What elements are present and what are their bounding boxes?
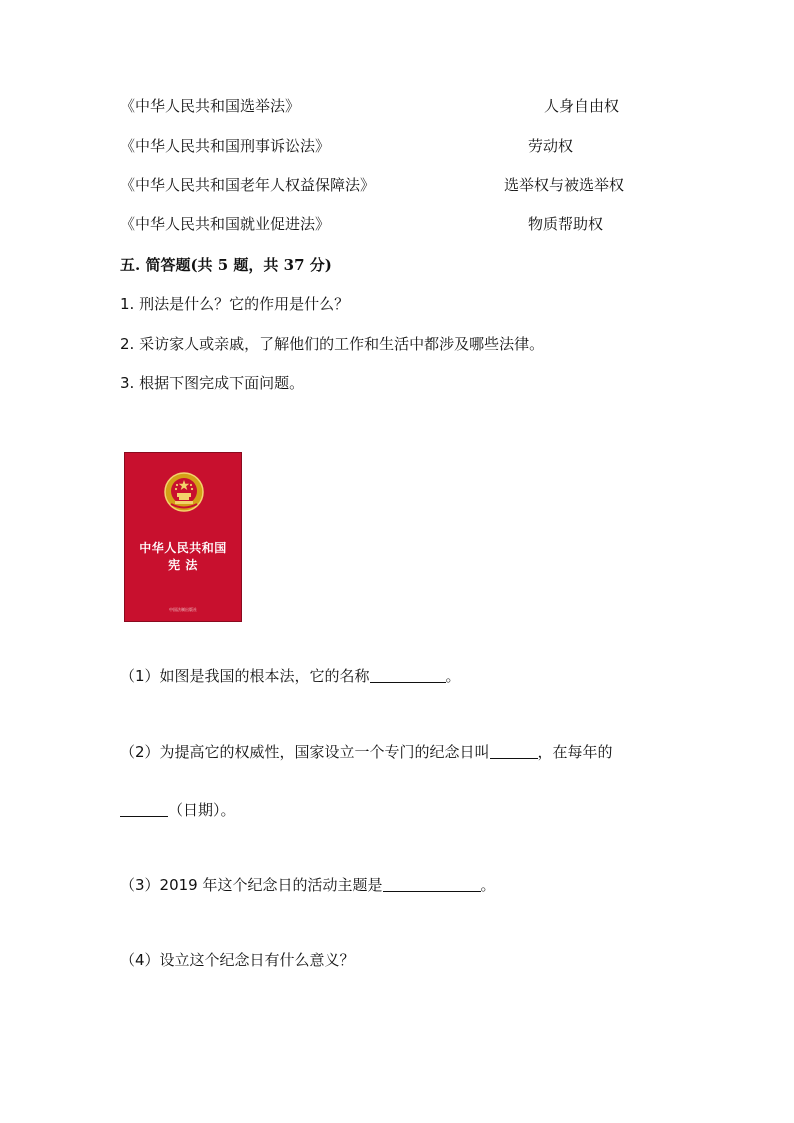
constitution-book-image <box>124 452 242 622</box>
answer-blank-2a[interactable] <box>490 744 538 759</box>
subquestion-3-end: 。 <box>480 876 496 894</box>
question-3: 3. 根据下图完成下面问题。 <box>120 374 305 392</box>
subquestion-3 <box>120 875 496 895</box>
subquestion-4: （4）设立这个纪念日有什么意义？ <box>120 951 355 969</box>
subquestion-2-cont <box>120 800 236 820</box>
subquestion-2 <box>120 742 613 762</box>
right-item-labor: 劳动权 <box>528 137 574 155</box>
answer-blank-2b[interactable] <box>120 802 168 817</box>
book-publisher: 中国法制出版社 <box>169 607 197 612</box>
law-item-criminal-procedure: 《中华人民共和国刑事诉讼法》 <box>120 137 331 155</box>
right-item-material-aid: 物质帮助权 <box>528 215 604 233</box>
subquestion-1 <box>120 666 461 686</box>
question-1: 1. 刑法是什么？它的作用是什么？ <box>120 295 350 313</box>
right-item-personal-freedom: 人身自由权 <box>544 97 620 115</box>
law-item-elderly-rights: 《中华人民共和国老年人权益保障法》 <box>120 176 376 194</box>
subquestion-3-text: （3）2019 年这个纪念日的活动主题是 <box>120 876 383 894</box>
book-title-line2: 宪 法 <box>168 558 198 572</box>
national-emblem-icon <box>163 471 205 513</box>
book-title-line1: 中华人民共和国 <box>139 541 227 555</box>
subquestion-2-end: （日期）。 <box>168 801 236 819</box>
subquestion-2-middle: ，在每年的 <box>537 743 613 761</box>
subquestion-2-text: （2）为提高它的权威性，国家设立一个专门的纪念日叫 <box>120 743 490 761</box>
right-item-vote: 选举权与被选举权 <box>504 176 625 194</box>
section-title: 五. 简答题(共 5 题，共 37 分) <box>120 256 332 274</box>
law-item-employment: 《中华人民共和国就业促进法》 <box>120 215 331 233</box>
answer-blank-1[interactable] <box>370 668 446 683</box>
answer-blank-3[interactable] <box>383 877 481 892</box>
law-item-election: 《中华人民共和国选举法》 <box>120 97 301 115</box>
question-2: 2. 采访家人或亲戚，了解他们的工作和生活中都涉及哪些法律。 <box>120 335 545 353</box>
subquestion-1-end: 。 <box>445 667 461 685</box>
subquestion-1-text: （1）如图是我国的根本法，它的名称 <box>120 667 370 685</box>
